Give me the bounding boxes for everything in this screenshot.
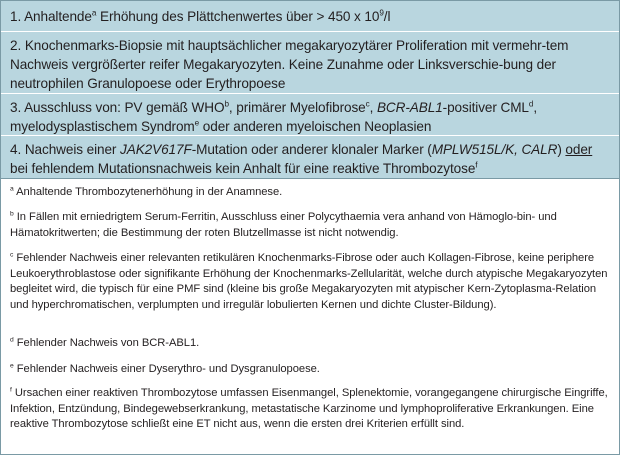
footnote-d [10,336,611,352]
footnote-ref-a: a [91,8,97,18]
footnote-text: Ursachen einer reaktiven Thrombozytose umfassen Eisenmangel, Splenektomie, vorangegangene chirurgische Eingriffe, Infektion, Entzündung, Bindegewebserkrankung, metastatische Karzinome und lymphoproliferative Erkrankungen. Eine reaktive Thrombozytose schließt eine ET nicht aus, wenn die ersten drei Kriterien erfüllt sind. [10,387,608,431]
criterion-3-sep: , [369,100,377,115]
footnote-marker: d [10,336,14,344]
criterion-3-text: 3. Ausschluss von: PV gemäß WHO [10,100,225,115]
criterion-3-text-5: oder anderen myeloischen Neoplasien [199,119,432,134]
footnote-marker: e [10,362,14,370]
gene-markers: MPLW515L/K, CALR [431,142,558,157]
footnote-text: Fehlender Nachweis einer Dyserythro- und Dysgranulopoese. [13,363,320,375]
underlined-or: oder [565,142,593,157]
footnote-marker: c [10,251,14,259]
gene-jak2: JAK2V617F [120,142,192,157]
criterion-4-text-4: bei fehlendem Mutationsnachweis kein Anhalt für eine reaktive Thrombozytose [10,161,476,176]
footnote-b [10,210,611,241]
criterion-3 [1,94,619,136]
footnote-ref-f: f [475,160,478,170]
criterion-2 [1,32,619,94]
footnote-ref-d: d [528,99,534,109]
criterion-1 [1,1,619,32]
footnote-a [10,185,611,201]
criterion-2-text: 2. Knochenmarks-Biopsie mit hauptsächlicher megakaryozytärer Proliferation mit vermehr-tem Nachweis vergrößerter reifer Megakaryozyten. Keine Zunahme oder Linksverschie-bung der neutrophilen Granulopoese oder Erythropoese [10,38,569,91]
footnote-ref-e: e [194,118,200,128]
footnote-marker: a [10,185,14,193]
footnote-text: Anhaltende Thrombozytenerhöhung in der Anamnese. [13,186,283,198]
footnote-f [10,386,611,433]
gene-bcr-abl1: BCR-ABL1 [376,100,443,115]
criterion-4 [1,136,619,179]
criterion-4-text: 4. Nachweis einer [10,142,121,157]
criterion-1-text: 1. Anhaltende [10,9,92,24]
footnote-text: Fehlender Nachweis einer relevanten retikulären Knochenmarks-Fibrose oder auch Kollagen-Fibrose, keine periphere Leukoerythroblastose oder signifikante Erhöhung der Knochenmarks-Zellularität, welche durch atypische Megakaryozyten begleitet wird, die typisch für eine PMF sind (kleine bis große Megakaryozyten mit atypischer Kern-Zytoplasma-Relation und hyperchromatischen, verplumpten und irregulär lobulierten Kernen und dichte Cluster-Bildung). [10,252,608,311]
footnote-ref-c: c [365,99,370,109]
criterion-3-text-3: -positiver CML [442,100,529,115]
exponent: 9 [379,8,384,18]
criterion-1-unit: /l [383,9,391,24]
footnote-marker: f [10,386,12,394]
footnote-marker: b [10,210,14,218]
footnote-c [10,251,611,313]
footnote-text: Fehlender Nachweis von BCR-ABL1. [13,337,200,349]
criterion-4-text-2: -Mutation oder anderer klonaler Marker ( [191,142,432,157]
footnote-e [10,362,611,378]
footnote-ref-b: b [224,99,229,109]
criterion-3-text-4: , myelodysplastischem Syndrom [10,100,538,134]
criterion-3-text-2: , primärer Myelofibrose [228,100,366,115]
criterion-1-text-2: Erhöhung des Plättchenwertes über > 450 x 10 [96,9,380,24]
criterion-4-text-3: ) [557,142,566,157]
footnote-text: In Fällen mit erniedrigtem Serum-Ferritin, Ausschluss einer Polycythaemia vera anhand von Hämoglo-bin- und Hämatokritwerten; die Bestimmung der roten Blutzellmasse ist nicht notwendig. [10,211,557,239]
